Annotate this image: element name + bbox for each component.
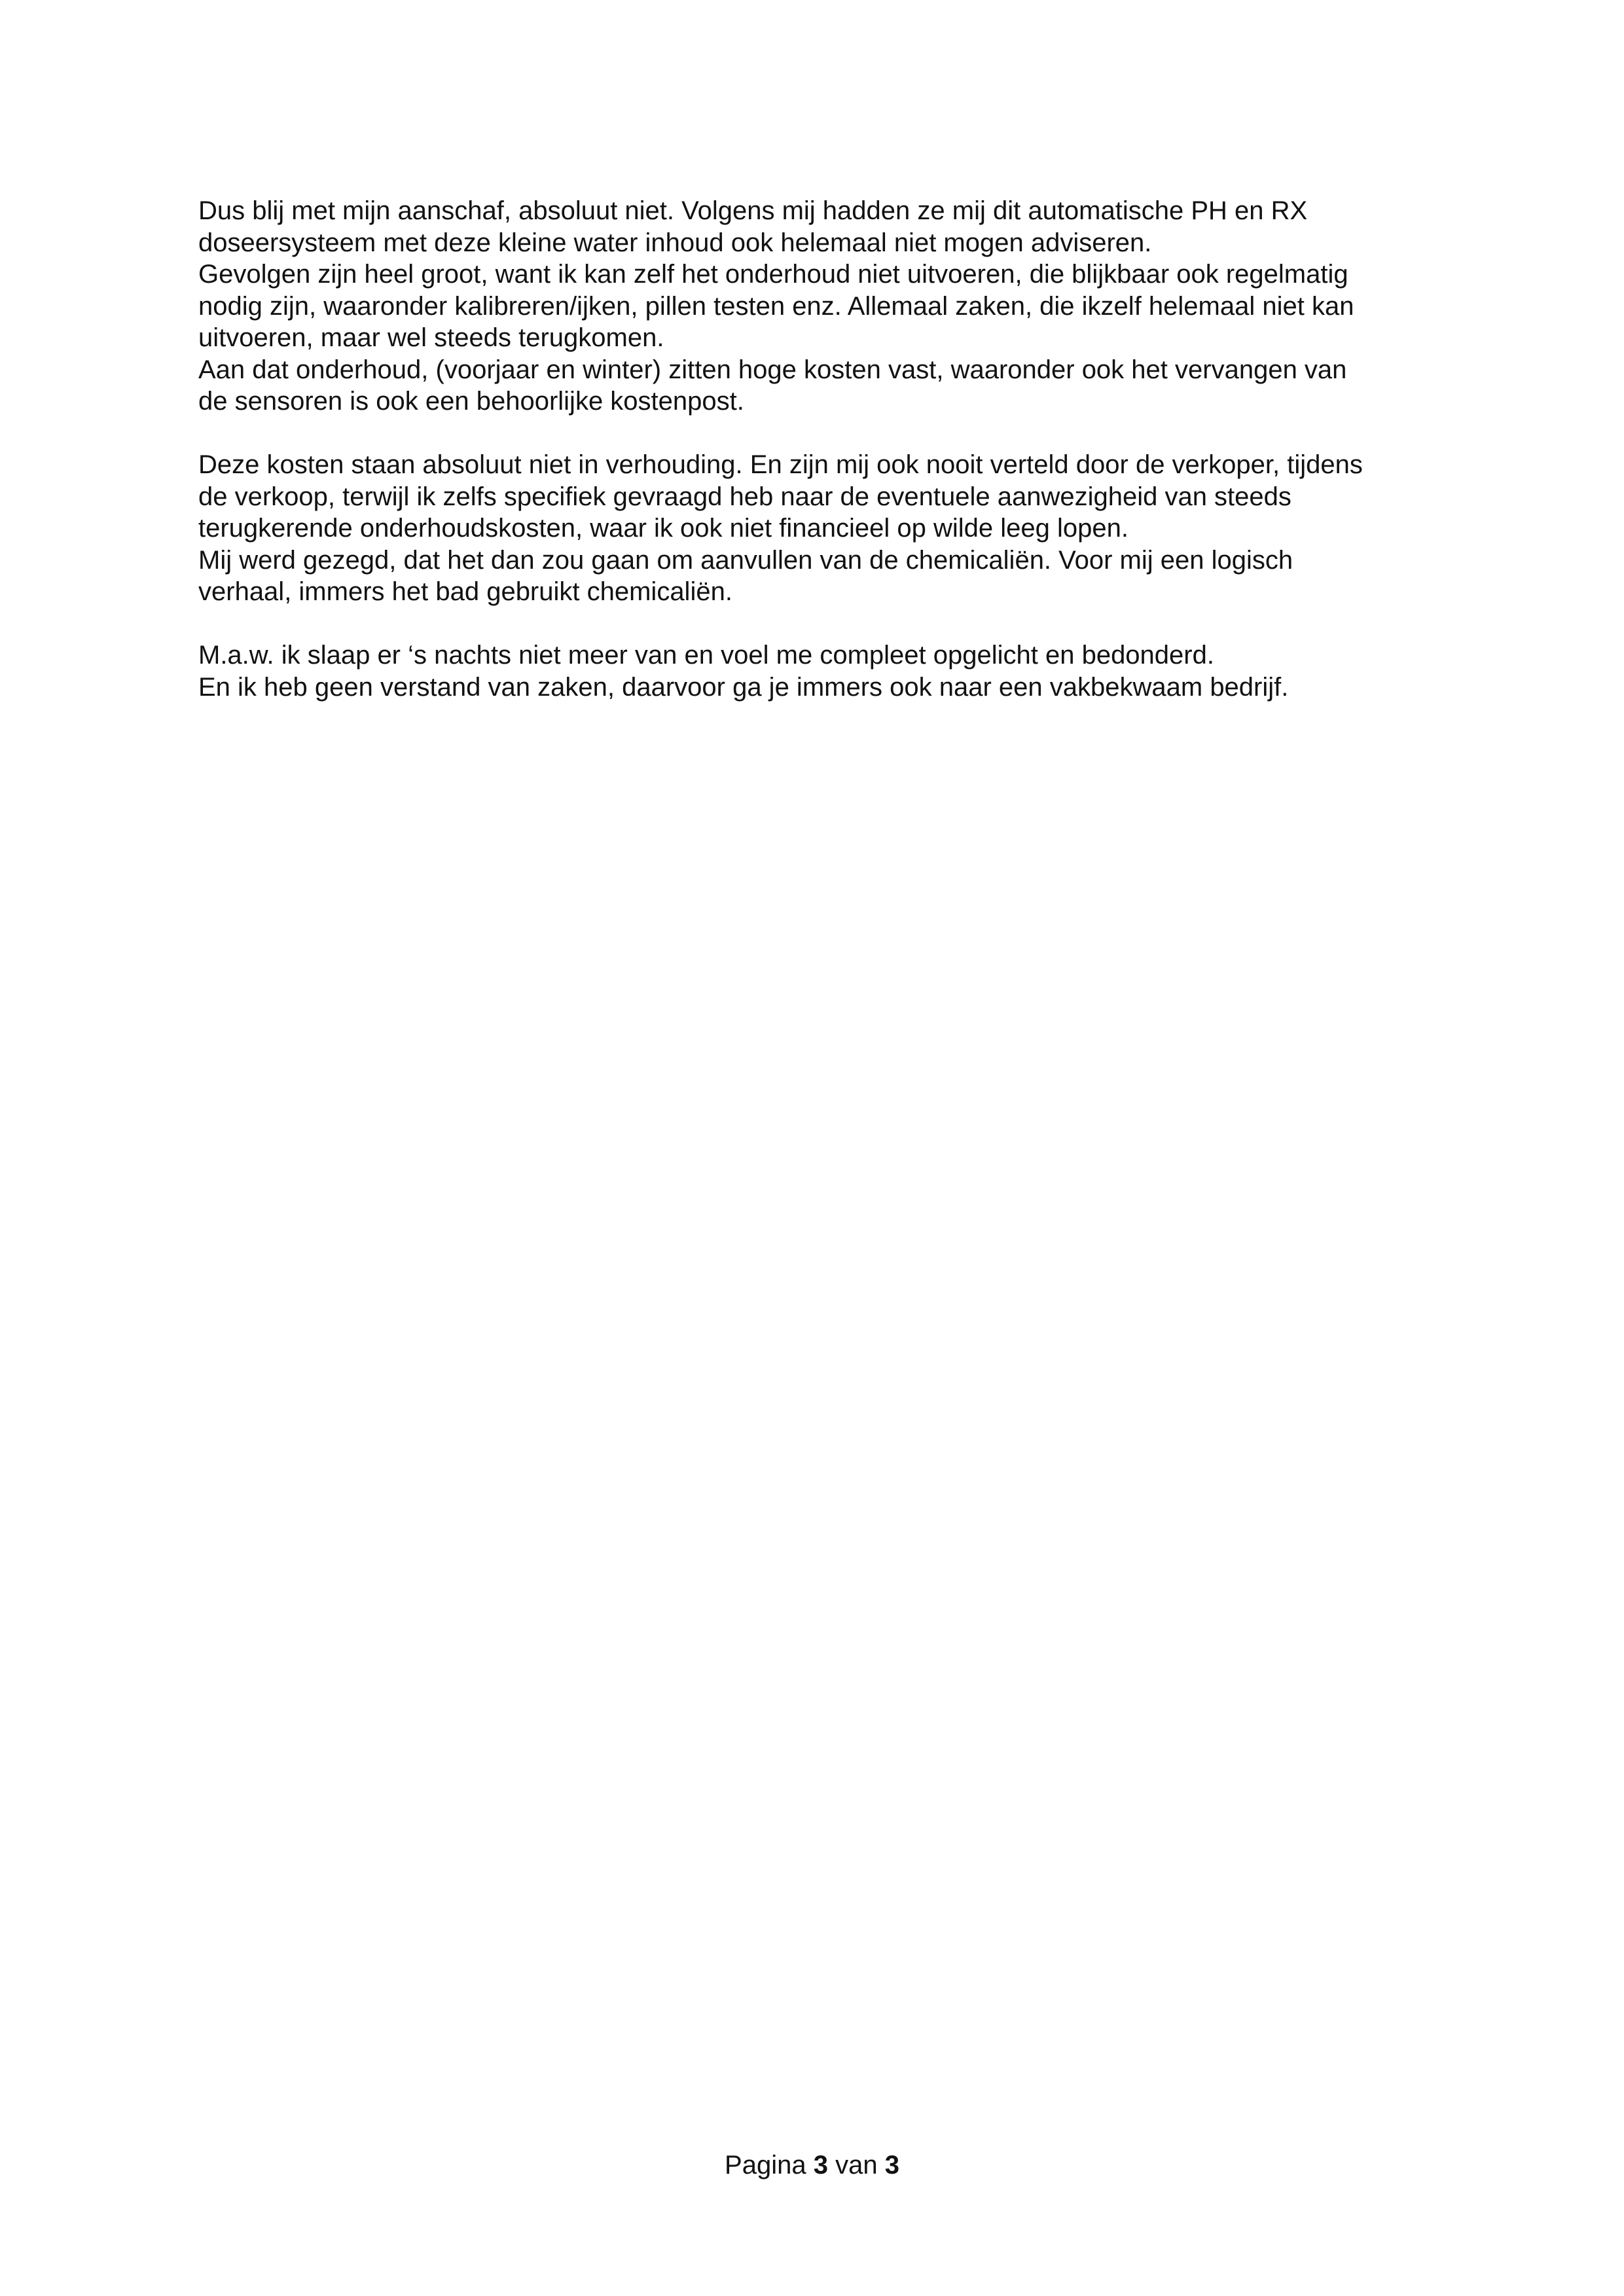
- page-footer: [0, 2149, 1624, 2181]
- of-label: van: [835, 2151, 878, 2179]
- paragraph: [198, 639, 1442, 703]
- paragraph: [198, 449, 1442, 608]
- text-line: nodig zijn, waaronder kalibreren/ijken, pillen testen enz. Allemaal zaken, die ikzelf helemaal niet kan: [198, 291, 1354, 321]
- paragraph-spacer: [198, 418, 1442, 450]
- text-line: uitvoeren, maar wel steeds terugkomen.: [198, 323, 664, 352]
- text-line: de verkoop, terwijl ik zelfs specifiek gevraagd heb naar de eventuele aanwezigheid van steeds: [198, 482, 1291, 511]
- text-line: Aan dat onderhoud, (voorjaar en winter) zitten hoge kosten vast, waaronder ook het vervangen van: [198, 355, 1347, 384]
- total-pages-number: 3: [884, 2151, 899, 2179]
- text-line: verhaal, immers het bad gebruikt chemicaliën.: [198, 577, 732, 606]
- current-page-number: 3: [813, 2151, 828, 2179]
- text-line: En ik heb geen verstand van zaken, daarvoor ga je immers ook naar een vakbekwaam bedrijf.: [198, 672, 1289, 702]
- text-line: Deze kosten staan absoluut niet in verhouding. En zijn mij ook nooit verteld door de verkoper, tijdens: [198, 450, 1363, 479]
- text-line: doseersysteem met deze kleine water inhoud ook helemaal niet mogen adviseren.: [198, 228, 1152, 257]
- page-label: Pagina: [725, 2151, 806, 2179]
- paragraph-spacer: [198, 608, 1442, 640]
- text-line: de sensoren is ook een behoorlijke kostenpost.: [198, 387, 744, 416]
- paragraph: [198, 195, 1442, 418]
- text-line: Dus blij met mijn aanschaf, absoluut niet. Volgens mij hadden ze mij dit automatische PH en RX: [198, 196, 1308, 225]
- text-line: Mij werd gezegd, dat het dan zou gaan om aanvullen van de chemicaliën. Voor mij een logisch: [198, 545, 1293, 575]
- text-line: M.a.w. ik slaap er ‘s nachts niet meer van en voel me compleet opgelicht en bedonderd.: [198, 641, 1214, 670]
- document-body: [198, 195, 1442, 703]
- text-line: Gevolgen zijn heel groot, want ik kan zelf het onderhoud niet uitvoeren, die blijkbaar ook regelmatig: [198, 260, 1348, 289]
- text-line: terugkerende onderhoudskosten, waar ik ook niet financieel op wilde leeg lopen.: [198, 514, 1128, 543]
